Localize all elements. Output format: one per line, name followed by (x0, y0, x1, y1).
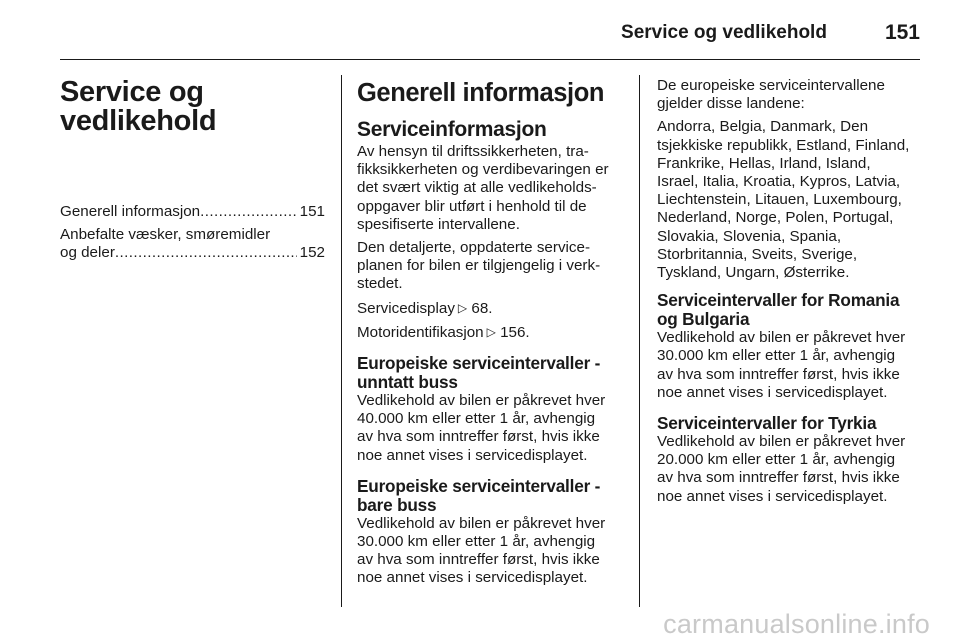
heading-turkey (657, 414, 927, 433)
arrow-right-icon: ▷ (486, 324, 496, 339)
toc-entry-text: Anbefalte væsker, smøremidler (60, 226, 271, 244)
text-line: Vedlikehold av bilen er påkrevet hver (357, 392, 606, 410)
xref-motoridentifikasjon[interactable] (357, 323, 627, 342)
text-line: Vedlikehold av bilen er påkrevet hver (657, 433, 906, 451)
text-line: planen for bilen er tilgjengelig i verk- (357, 257, 601, 275)
text-line: av hva som inntreffer først, hvis ikke (657, 469, 900, 487)
toc-entry-general-info[interactable] (60, 203, 325, 221)
chapter-title-line: Service og (60, 76, 204, 108)
body-paragraph (357, 515, 627, 588)
text-line: Frankrike, Hellas, Irland, Island, (657, 154, 871, 172)
heading-line: unntatt buss (357, 372, 458, 393)
heading-line: Serviceintervaller for Romania (657, 290, 900, 311)
text-line: av hva som inntreffer først, hvis ikke (357, 551, 600, 569)
section-title: Generell informasjon (357, 79, 605, 107)
text-line: gjelder disse landene: (657, 95, 805, 113)
heading-line: Serviceintervaller for Tyrkia (657, 413, 877, 434)
running-title: Service og vedlikehold (621, 22, 827, 43)
toc-leader-dots (115, 244, 297, 262)
xref-label: Motoridentifikasjon (357, 323, 484, 341)
body-paragraph (357, 392, 627, 465)
subsection-title: Serviceinformasjon (357, 118, 547, 141)
text-line: noe annet vises i servicedisplayet. (357, 446, 588, 464)
text-line: Liechtenstein, Litauen, Luxembourg, (657, 191, 902, 209)
chapter-column (60, 78, 325, 268)
toc-entry-text: Generell informasjon (60, 203, 201, 220)
text-line: spesifiserte intervallene. (357, 215, 520, 233)
watermark: carmanualsonline.info (663, 609, 930, 639)
column-divider-right (639, 75, 640, 607)
countries-list (657, 118, 927, 282)
text-line: av hva som inntreffer først, hvis ikke (357, 428, 600, 446)
toc-entry-fluids[interactable] (60, 226, 325, 262)
text-line: 20.000 km eller etter 1 år, avhengig (657, 451, 896, 469)
body-paragraph (657, 329, 927, 402)
text-line: Nederland, Norge, Polen, Portugal, (657, 209, 894, 227)
toc-entry-page: 151 (299, 203, 325, 220)
text-line: noe annet vises i servicedisplayet. (657, 383, 888, 401)
xref-label: Servicedisplay (357, 299, 455, 317)
chapter-title-line: vedlikehold (60, 105, 217, 137)
text-line: Vedlikehold av bilen er påkrevet hver (657, 329, 906, 347)
text-line: Av hensyn til driftssikkerheten, tra- (357, 143, 589, 160)
text-line: noe annet vises i servicedisplayet. (657, 487, 888, 505)
countries-intro (657, 77, 927, 113)
intro-paragraph (357, 143, 627, 234)
text-line: oppgaver blir utført i henhold til de (357, 197, 587, 215)
text-line: Den detaljerte, oppdaterte service- (357, 239, 591, 257)
toc-entry-text: og deler (60, 244, 115, 262)
toc-leader-dots (200, 203, 297, 221)
text-line: 30.000 km eller etter 1 år, avhengig (357, 533, 596, 551)
countries-column (657, 77, 927, 511)
toc-line (60, 203, 325, 221)
text-line: Israel, Italia, Kroatia, Kypros, Latvia, (657, 173, 901, 191)
xref-page: 156. (500, 323, 530, 341)
page-header (621, 18, 920, 48)
service-plan-paragraph (357, 239, 627, 294)
body-paragraph (657, 433, 927, 506)
text-line: Tyskland, Ungarn, Østerrike. (657, 264, 850, 282)
heading-line: og Bulgaria (657, 309, 750, 330)
toc-line (60, 244, 325, 262)
general-info-column (357, 78, 627, 593)
text-line: fikksikkerheten og verdibevaringen er (357, 161, 609, 179)
chapter-title (60, 78, 325, 136)
text-line: 40.000 km eller etter 1 år, avhengig (357, 410, 596, 428)
text-line: stedet. (357, 275, 403, 293)
xref-page: 68. (471, 299, 493, 317)
xref-servicedisplay[interactable] (357, 299, 627, 318)
text-line: noe annet vises i servicedisplayet. (357, 569, 588, 587)
text-line: det svært viktig at alle vedlikeholds- (357, 179, 597, 197)
page-number: 151 (884, 21, 920, 44)
toc-entry-page: 152 (299, 244, 325, 262)
text-line: De europeiske serviceintervallene (657, 77, 885, 94)
header-rule (60, 59, 920, 60)
text-line: Vedlikehold av bilen er påkrevet hver (357, 514, 606, 532)
heading-eu-intervals-bus-only (357, 477, 627, 515)
text-line: Slovakia, Slovenia, Spania, (657, 227, 842, 245)
heading-line: bare buss (357, 494, 437, 515)
text-line: Andorra, Belgia, Danmark, Den (657, 118, 869, 136)
heading-romania-bulgaria (657, 291, 927, 329)
heading-line: Europeiske serviceintervaller - (357, 475, 601, 496)
text-line: av hva som inntreffer først, hvis ikke (657, 365, 900, 383)
column-divider-left (341, 75, 342, 607)
heading-line: Europeiske serviceintervaller - (357, 353, 601, 374)
arrow-right-icon: ▷ (457, 300, 468, 315)
text-line: Storbritannia, Sveits, Sverige, (657, 245, 858, 263)
text-line: tsjekkiske republikk, Estland, Finland, (657, 136, 910, 154)
heading-eu-intervals-excl-bus (357, 354, 627, 392)
text-line: 30.000 km eller etter 1 år, avhengig (657, 347, 896, 365)
